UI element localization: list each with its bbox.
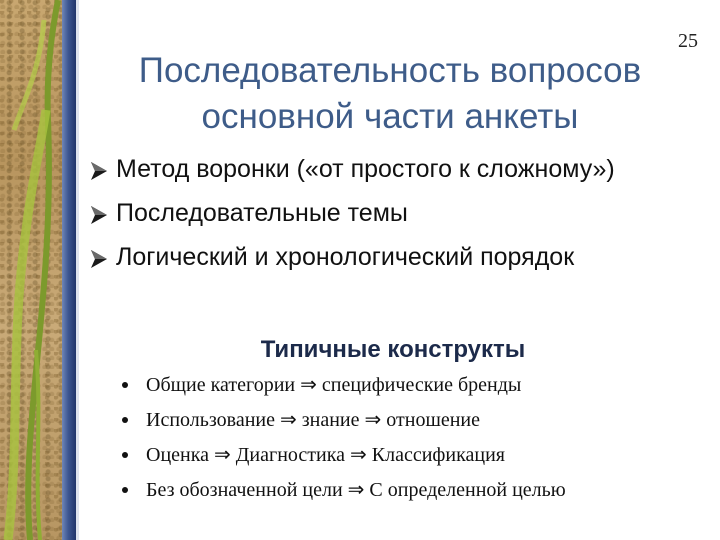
sub-item-text: Общие категории ⇒ специфические бренды xyxy=(146,374,522,396)
sub-list-item xyxy=(118,477,708,503)
sub-item-text: Оценка ⇒ Диагностика ⇒ Классификация xyxy=(146,444,505,466)
left-accent-bar xyxy=(62,0,76,540)
title-line-1: Последовательность вопросов xyxy=(138,51,642,90)
main-list-item xyxy=(88,240,698,274)
arrow-bullet-icon xyxy=(88,248,110,270)
main-item-text: Последовательные темы xyxy=(116,199,408,227)
arrow-bullet-icon xyxy=(88,204,110,226)
sub-list xyxy=(118,372,708,512)
sub-list-item xyxy=(118,372,708,398)
title-line-2: основной части анкеты xyxy=(201,97,579,136)
main-list-item xyxy=(88,152,698,186)
page-number: 25 xyxy=(678,30,698,52)
slide-title xyxy=(100,48,680,140)
sub-list-item xyxy=(118,442,708,468)
subheading: Типичные конструкты xyxy=(260,336,526,363)
sub-list-item xyxy=(118,407,708,433)
main-list xyxy=(88,152,698,284)
main-item-text: Логический и хронологический порядок xyxy=(116,243,575,271)
dot-bullet-icon xyxy=(122,417,128,423)
dot-bullet-icon xyxy=(122,487,128,493)
main-item-text: Метод воронки («от простого к сложному») xyxy=(116,155,615,183)
sub-item-text: Использование ⇒ знание ⇒ отношение xyxy=(146,409,481,431)
dot-bullet-icon xyxy=(122,382,128,388)
divider-line xyxy=(76,0,79,540)
grass-decoration xyxy=(0,0,62,540)
dot-bullet-icon xyxy=(122,452,128,458)
arrow-bullet-icon xyxy=(88,160,110,182)
main-list-item xyxy=(88,196,698,230)
sub-item-text: Без обозначенной цели ⇒ С определенной целью xyxy=(146,479,566,501)
